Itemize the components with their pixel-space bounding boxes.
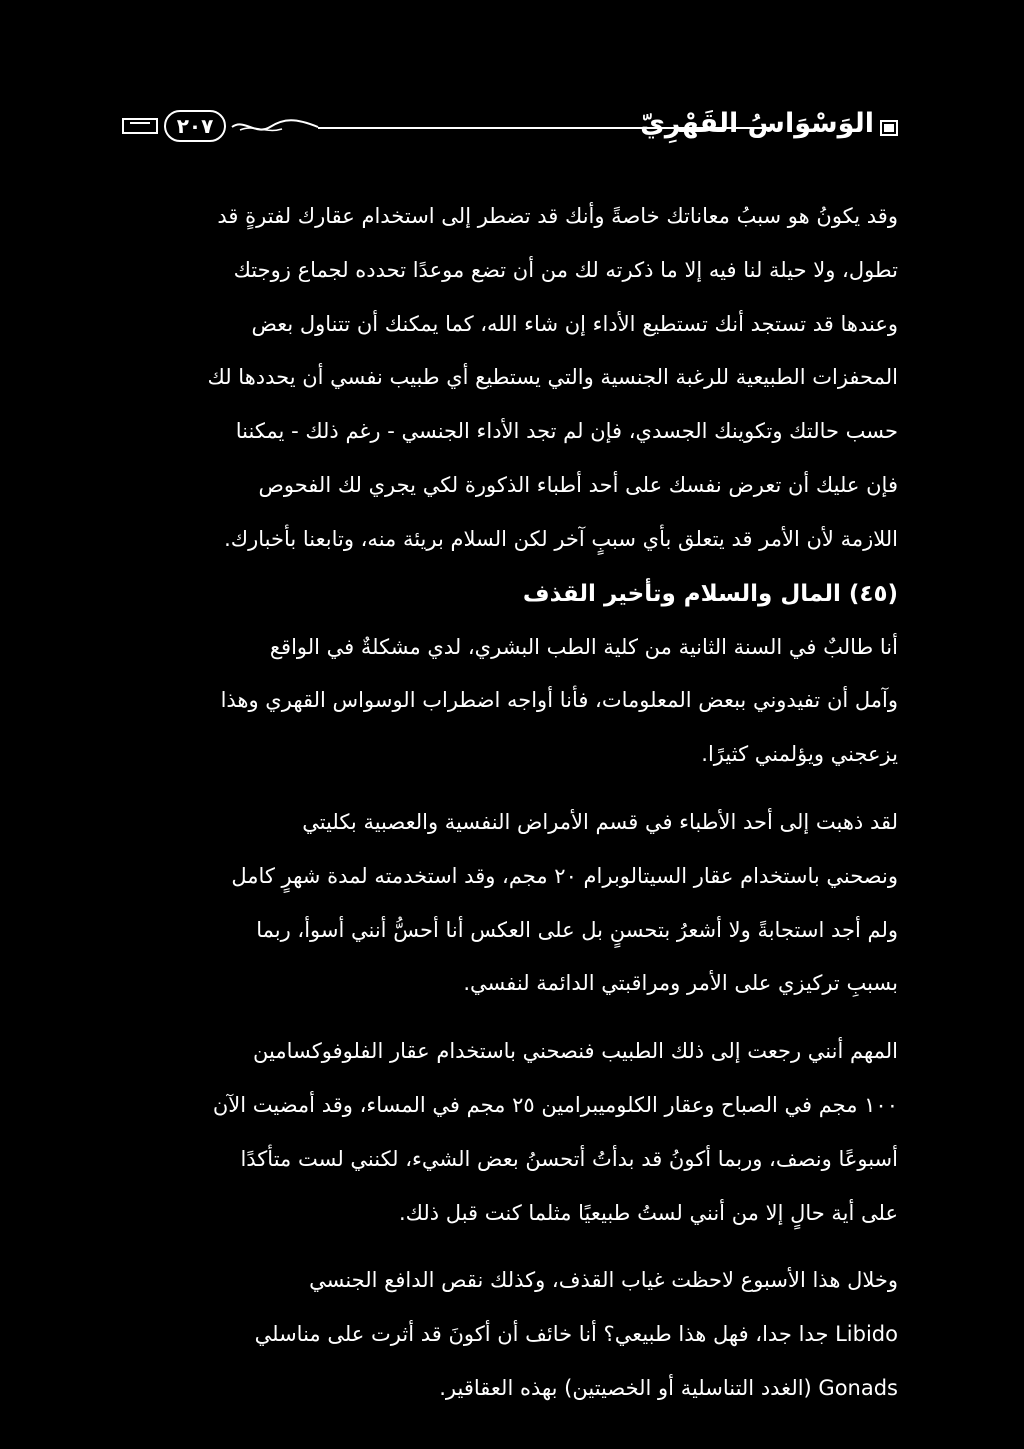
- page-number: ٢٠٧: [164, 110, 226, 142]
- running-title: الوَسْوَاسُ القَهْرِيّ: [640, 108, 874, 139]
- text-line: وخلال هذا الأسبوع لاحظت غياب القذف، وكذلك نقص الدافع الجنسي: [309, 1268, 898, 1293]
- text-line: اللازمة لأن الأمر قد يتعلق بأي سببٍ آخر لكن السلام بريئة منه، وتابعنا بأخبارك.: [224, 526, 898, 551]
- page-header: [122, 108, 898, 144]
- flourish-icon: [230, 118, 320, 136]
- text-line: وعندها قد تستجد أنك تستطيع الأداء إن شاء الله، كما يمكنك أن تتناول بعض: [251, 311, 898, 336]
- text-line: بسببِ تركيزي على الأمر ومراقبتي الدائمة لنفسي.: [463, 971, 898, 996]
- text-line: حسب حالتك وتكوينك الجسدي، فإن لم تجد الأداء الجنسي - رغم ذلك - يمكننا: [235, 419, 898, 444]
- text-line: ولم أجد استجابةً ولا أشعرُ بتحسنٍ بل على العكس أنا أحسُّ أنني أسوأ، ربما: [256, 917, 898, 942]
- paragraph: [124, 1254, 898, 1415]
- text-line: أنا طالبٌ في السنة الثانية من كلية الطب البشري، لدي مشكلةٌ في الواقع: [269, 634, 898, 659]
- text-line: فإن عليك أن تعرض نفسك على أحد أطباء الذكورة لكي يجري لك الفحوص: [258, 472, 898, 497]
- text-line: لقد ذهبت إلى أحد الأطباء في قسم الأمراض النفسية والعصبية بكليتي: [302, 809, 898, 834]
- paragraph: [124, 1025, 898, 1240]
- section-heading: (٤٥) المال والسلام وتأخير القذف: [522, 580, 898, 607]
- page-body: [124, 190, 898, 1416]
- text-line: ١٠٠ مجم في الصباح وعقار الكلوميبرامين ٢٥ مجم في المساء، وقد أمضيت الآن: [212, 1092, 898, 1117]
- paragraph: [124, 621, 898, 782]
- text-line: Libido جدا جدا، فهل هذا طبيعي؟ أنا خائف أن أكونَ قد أثرت على مناسلي: [254, 1322, 898, 1347]
- paragraph: [124, 190, 898, 567]
- text-line: تطول، ولا حيلة لنا فيه إلا ما ذكرته لك من أن تضع موعدًا تحدده لجماع زوجتك: [233, 257, 898, 282]
- text-line: وقد يكونُ هو سببُ معاناتك خاصةً وأنك قد تضطر إلى استخدام عقارك لفترةٍ قد: [217, 204, 898, 228]
- text-line: المهم أنني رجعت إلى ذلك الطبيب فنصحني باستخدام عقار الفلوفوكسامين: [253, 1039, 898, 1064]
- ornament-icon: [122, 118, 158, 134]
- text-line: أسبوعًا ونصف، وربما أكونُ قد بدأتُ أتحسنُ بعض الشيء، لكنني لست متأكدًا: [240, 1146, 898, 1171]
- text-line: Gonads (الغدد التناسلية أو الخصيتين) بهذه العقاقير.: [439, 1375, 898, 1400]
- text-line: ونصحني باستخدام عقار السيتالوبرام ٢٠ مجم، وقد استخدمته لمدة شهرٍ كامل: [231, 863, 898, 888]
- paragraph: [124, 796, 898, 1011]
- text-line: على أية حالٍ إلا من أنني لستُ طبيعيًا مثلما كنت قبل ذلك.: [399, 1200, 898, 1225]
- text-line: يزعجني ويؤلمني كثيرًا.: [701, 742, 898, 767]
- text-line: المحفزات الطبيعية للرغبة الجنسية والتي يستطيع أي طبيب نفسي أن يحددها لك: [207, 365, 898, 390]
- ornament-icon: [880, 120, 898, 136]
- text-line: وآمل أن تفيدوني ببعض المعلومات، فأنا أواجه اضطراب الوسواس القهري وهذا: [220, 688, 898, 713]
